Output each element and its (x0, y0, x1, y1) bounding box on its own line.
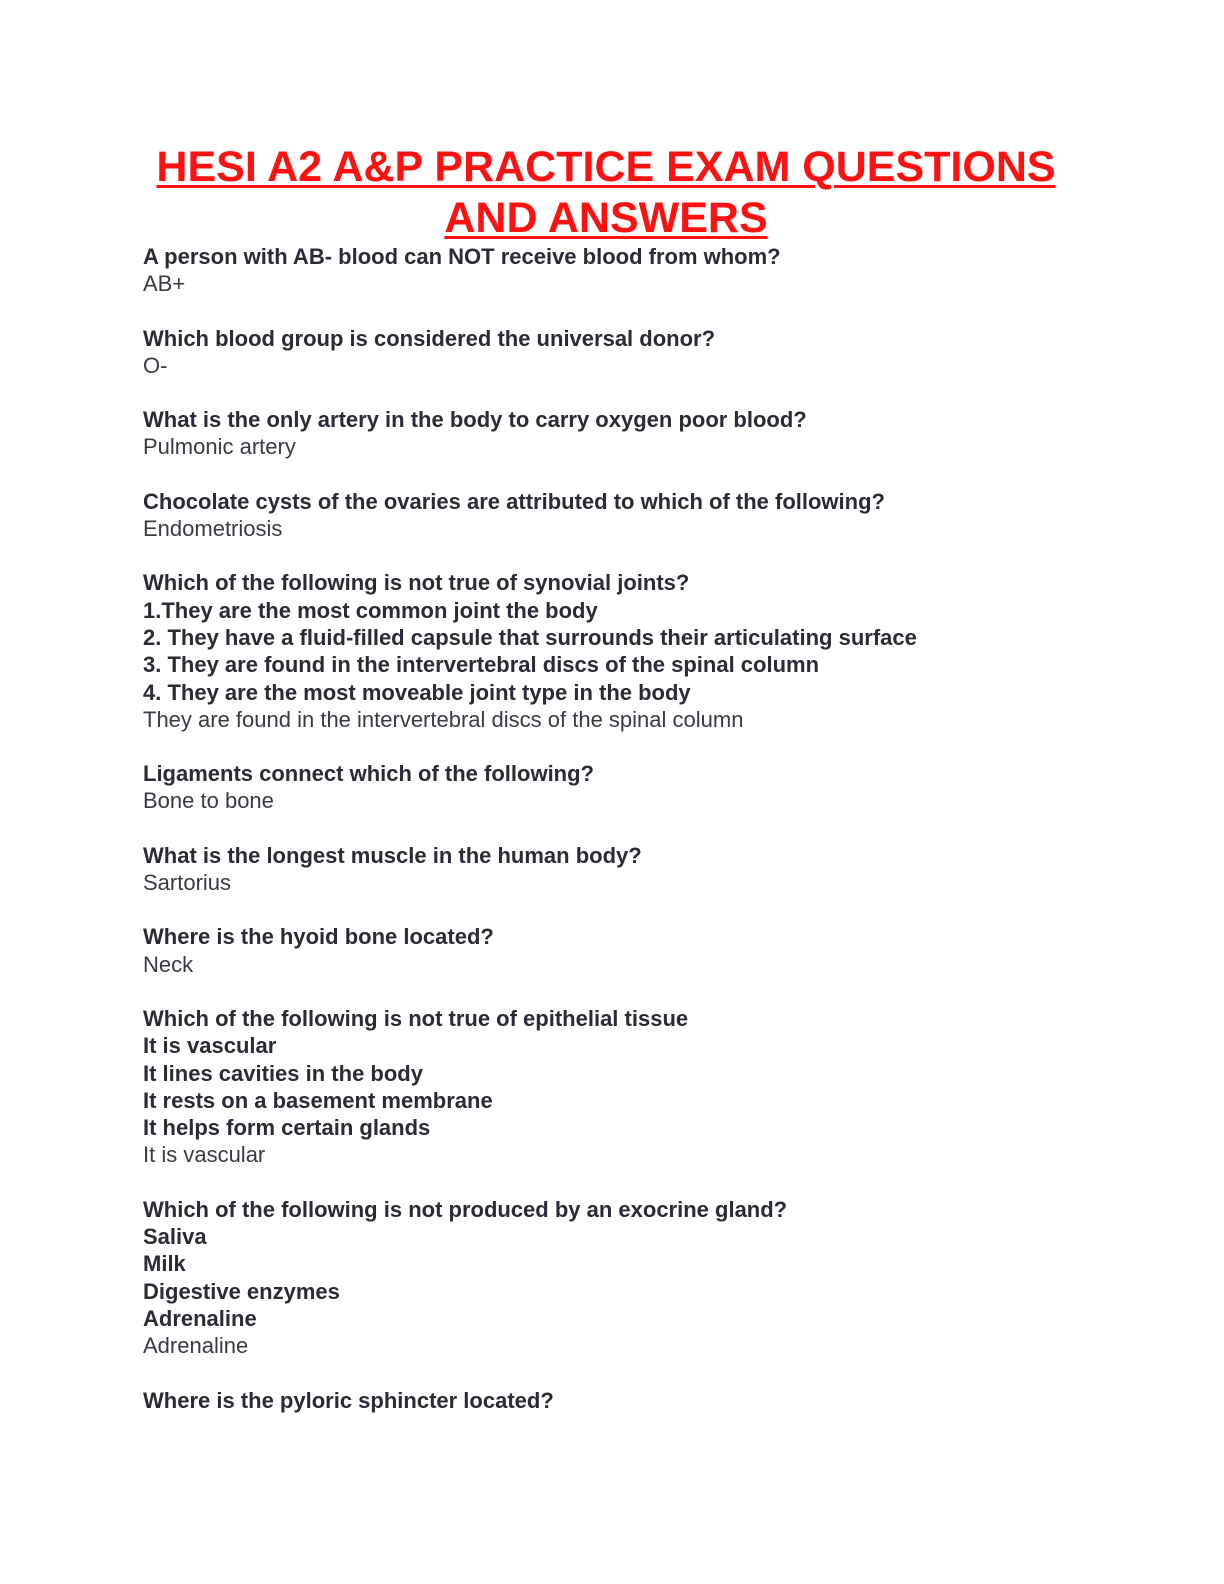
answer-text: O- (143, 352, 168, 378)
option-text: Digestive enzymes (143, 1278, 340, 1304)
document-title: HESI A2 A&P PRACTICE EXAM QUESTIONS AND ANSWERS (156, 143, 1056, 242)
question-text: Which of the following is not produced by an exocrine gland? (143, 1196, 788, 1222)
qa-item (143, 406, 1103, 461)
answer-text: AB+ (143, 271, 186, 297)
answer-text: Pulmonic artery (143, 434, 296, 460)
option-text: 4. They are the most moveable joint type in the body (143, 679, 691, 705)
option-text: Milk (143, 1251, 186, 1277)
option-text: 1.They are the most common joint the body (143, 597, 598, 623)
question-text: Which of the following is not true of epithelial tissue (143, 1005, 689, 1031)
option-text: 2. They have a fluid-filled capsule that surrounds their articulating surface (143, 624, 917, 650)
option-text: It helps form certain glands (143, 1115, 431, 1141)
option-text: 3. They are found in the intervertebral discs of the spinal column (143, 652, 820, 678)
question-text: Where is the pyloric sphincter located? (143, 1387, 554, 1413)
answer-text: Bone to bone (143, 788, 274, 814)
question-text: Ligaments connect which of the following? (143, 761, 594, 787)
answer-text: It is vascular (143, 1142, 266, 1168)
question-text: Which blood group is considered the universal donor? (143, 325, 716, 351)
question-text: What is the only artery in the body to carry oxygen poor blood? (143, 407, 807, 433)
qa-item (143, 760, 1103, 815)
qa-item (143, 923, 1103, 978)
answer-text: They are found in the intervertebral discs of the spinal column (143, 706, 744, 732)
qa-item (143, 842, 1103, 897)
qa-item (143, 488, 1103, 543)
option-text: Adrenaline (143, 1305, 257, 1331)
option-text: It rests on a basement membrane (143, 1087, 493, 1113)
qa-item (143, 325, 1103, 380)
question-text: Which of the following is not true of synovial joints? (143, 570, 690, 596)
question-text: Chocolate cysts of the ovaries are attributed to which of the following? (143, 488, 885, 514)
option-text: Saliva (143, 1224, 207, 1250)
qa-item (143, 569, 1103, 733)
answer-text: Adrenaline (143, 1333, 249, 1359)
question-text: A person with AB- blood can NOT receive blood from whom? (143, 244, 781, 269)
answer-text: Neck (143, 951, 194, 977)
answer-text: Endometriosis (143, 516, 283, 542)
qa-item (143, 1196, 1103, 1360)
question-text: What is the longest muscle in the human body? (143, 842, 642, 868)
qa-item (143, 243, 1103, 298)
qa-list (143, 243, 1103, 1441)
qa-item (143, 1005, 1103, 1169)
option-text: It lines cavities in the body (143, 1060, 423, 1086)
answer-text: Sartorius (143, 870, 232, 896)
qa-item (143, 1387, 1103, 1414)
option-text: It is vascular (143, 1033, 277, 1059)
question-text: Where is the hyoid bone located? (143, 924, 494, 950)
